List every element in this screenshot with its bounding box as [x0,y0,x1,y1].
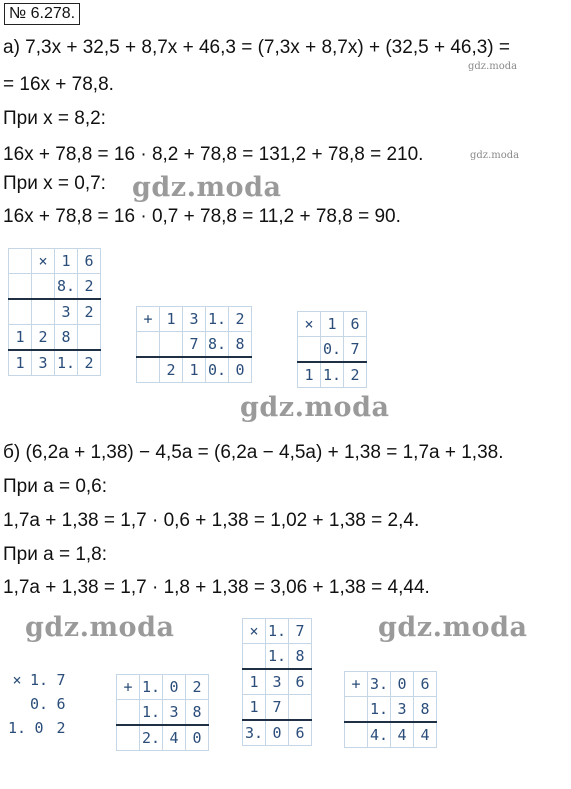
calc-cell: 3 [183,307,206,332]
calc-row [9,350,101,376]
calc-row [9,274,101,300]
calc-cell: 3. [368,672,391,697]
part-b-case-1-calc: 1,7a + 1,38 = 1,7 · 0,6 + 1,38 = 1,02 + 1,38 = 2,4. [3,510,420,531]
calc-cell: + [137,307,160,332]
calc-cell: × [12,671,22,689]
calc-row [9,299,101,325]
watermark-big: gdz.moda [132,172,282,203]
calc-cell: 1 [243,695,266,721]
calc-cell: × [243,619,266,644]
calc-cell [289,695,312,721]
calc-cell: 3 [55,299,78,325]
calc-row [298,362,367,388]
calc-cell: 6 [414,672,437,697]
calc-cell: 0. [321,337,344,363]
calc-row [345,697,437,723]
calc-cell: 4. [368,722,391,748]
calc-cell: × [32,249,55,274]
calc-cell: 8 [289,644,312,670]
calc-row [137,357,252,383]
calc-row [117,675,209,700]
calc-cell: 2 [78,299,101,325]
calc-cell: 1 [9,325,32,351]
calc-cell: 7 [183,332,206,358]
calc-cell: 4 [414,722,437,748]
column-addition-3.06+1.38 [344,671,437,748]
calc-cell: 0 [163,675,186,700]
calc-cell [117,700,140,726]
calc-cell: 0 [266,720,289,746]
column-multiplication-16x0.7 [297,311,367,388]
calc-cell: 2 [78,274,101,300]
calc-cell: 1 [321,312,344,337]
calc-cell: 1. [140,675,163,700]
problem-number: № 6.278. [4,3,80,25]
calc-row [243,720,312,746]
calc-cell [32,299,55,325]
calc-cell: 2 [186,675,209,700]
calc-cell: 7 [344,337,367,363]
calc-row [243,695,312,721]
calc-cell: 3 [266,669,289,695]
calc-cell: × [298,312,321,337]
calc-cell [345,722,368,748]
calc-cell: 3 [32,350,55,376]
calc-row [6,668,72,692]
calc-cell: 2 [78,350,101,376]
column-multiplication-16x8.2 [8,248,101,376]
calc-row [117,725,209,751]
calc-row [298,312,367,337]
calc-cell: 1 [9,350,32,376]
calc-cell: 1. [206,307,229,332]
calc-cell: 3 [163,700,186,726]
calc-cell [137,357,160,383]
calc-cell [117,725,140,751]
part-a-case-2: При x = 0,7: [3,173,106,194]
calc-cell: 6 [289,720,312,746]
calc-cell: 0. [206,357,229,383]
calc-cell [137,332,160,358]
calc-row [9,325,101,351]
calc-cell: 8 [55,325,78,351]
calc-cell [9,299,32,325]
calc-cell: 2 [56,719,66,737]
calc-cell: 2 [160,357,183,383]
calc-cell [160,332,183,358]
calc-row [298,337,367,363]
column-addition-131.2+78.8 [136,306,252,383]
calc-cell: 2 [32,325,55,351]
calc-cell: 1. [7,719,27,737]
calc-cell: 0. [29,695,49,713]
calc-cell: 1. [140,700,163,726]
calc-row [6,692,72,716]
part-b-case-1: При a = 0,6: [3,476,108,497]
part-a-case-2-calc: 16x + 78,8 = 16 · 0,7 + 78,8 = 11,2 + 78,8 = 90. [3,206,401,227]
calc-row [243,619,312,644]
calc-cell [298,337,321,363]
calc-cell: 1 [183,357,206,383]
column-addition-1.02+1.38 [116,674,209,751]
calc-cell: 8 [186,700,209,726]
calc-cell: 0 [186,725,209,751]
calc-cell: 8. [55,274,78,300]
calc-cell: 0 [229,357,252,383]
calc-cell: 1 [298,362,321,388]
calc-cell [32,274,55,300]
watermark-small: gdz.moda [468,61,518,72]
calc-row [117,700,209,726]
calc-row [345,672,437,697]
calc-cell: 1 [243,669,266,695]
calc-cell: 8. [206,332,229,358]
part-a-expression: а) 7,3x + 32,5 + 8,7x + 46,3 = (7,3x + 8,7x) + (32,5 + 46,3) = [3,37,510,58]
calc-cell [9,274,32,300]
calc-cell [345,697,368,723]
calc-row [243,669,312,695]
calc-row [6,716,72,740]
calc-row [137,332,252,358]
watermark-big: gdz.moda [25,612,175,643]
calc-row [345,722,437,748]
calc-cell: 4 [163,725,186,751]
calc-cell: 1. [266,619,289,644]
part-b-case-2-calc: 1,7a + 1,38 = 1,7 · 1,8 + 1,38 = 3,06 + 1,38 = 4,44. [3,577,430,598]
calc-cell: + [345,672,368,697]
calc-cell: + [117,675,140,700]
calc-cell [9,249,32,274]
calc-cell: 7 [289,619,312,644]
calc-cell [78,325,101,351]
watermark-big: gdz.moda [240,392,390,423]
part-b-expression: б) (6,2a + 1,38) − 4,5a = (6,2a − 4,5a) + 1,38 = 1,7a + 1,38. [3,442,504,463]
calc-cell: 8 [414,697,437,723]
calc-cell: 1. [55,350,78,376]
calc-cell: 2 [344,362,367,388]
part-a-result: = 16x + 78,8. [3,74,114,95]
watermark-small: gdz.moda [470,150,520,161]
calc-cell: 6 [56,695,66,713]
calc-cell: 1. [368,697,391,723]
part-a-case-1-calc: 16x + 78,8 = 16 · 8,2 + 78,8 = 131,2 + 78,8 = 210. [3,144,424,165]
calc-cell: 1 [55,249,78,274]
calc-cell: 0 [391,672,414,697]
calc-cell: 2. [140,725,163,751]
calc-cell [243,644,266,670]
calc-row [9,249,101,274]
calc-cell: 7 [266,695,289,721]
column-multiplication-1.7x0.6 [6,668,72,740]
calc-cell: 6 [289,669,312,695]
calc-row [137,307,252,332]
calc-cell: 7 [56,671,66,689]
calc-cell: 6 [78,249,101,274]
calc-cell: 0 [34,719,44,737]
calc-cell: 3. [243,720,266,746]
column-multiplication-1.7x1.8 [242,618,312,746]
calc-cell: 4 [391,722,414,748]
calc-cell: 1. [29,671,49,689]
part-a-case-1: При x = 8,2: [3,108,106,129]
calc-cell: 1 [160,307,183,332]
calc-row [243,644,312,670]
calc-cell: 2 [229,307,252,332]
calc-cell [6,692,28,716]
calc-cell: 1. [266,644,289,670]
calc-cell: 3 [391,697,414,723]
calc-cell: 1. [321,362,344,388]
calc-cell: 6 [344,312,367,337]
part-b-case-2: При a = 1,8: [3,544,108,565]
calc-cell: 8 [229,332,252,358]
watermark-big: gdz.moda [378,612,528,643]
